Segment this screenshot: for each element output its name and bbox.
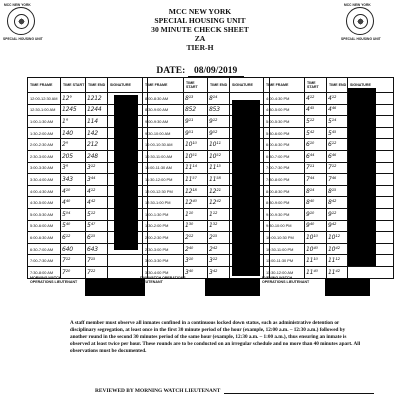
seal-right-caption: MCC NEW YORK (344, 3, 371, 7)
time-start-cell[interactable]: 1³⁰ (184, 221, 208, 233)
notice-text: A staff member must observe all inmates confined in a continuous locked down status, such as administrative detention or disciplinary segregation, at least once in the first 30 minute period of the hour (example, 12:00 a.m. – 12:30 a.m.) followed by another round in the second 30 minutes period of the same hour (example, 12:30 a.m. – 1:00 a.m.), thus ensuring an inmate is observed at least twice per hour. These rounds are to be conducted on an irregular schedule and no more than 40 minutes apart. All observations must be documented. (70, 320, 361, 354)
time-frame-cell: 3:30-4:00 AM (27, 174, 61, 186)
time-start-cell[interactable]: 6¹⁰ (305, 139, 327, 151)
time-frame-cell: 9:00-9:30 PM (263, 209, 305, 221)
time-start-cell[interactable]: 8¹⁴ (305, 186, 327, 198)
time-start-cell[interactable]: 6¹² (61, 232, 86, 244)
time-frame-cell: 6:00-6:30 PM (263, 139, 305, 151)
time-end-cell[interactable]: 5⁴⁵ (327, 128, 348, 140)
time-end-cell[interactable]: 9¹² (208, 116, 230, 128)
date-line (0, 66, 400, 77)
time-frame-cell: 10:30-11:00 AM (142, 151, 184, 163)
time-frame-cell: 11:00-11:30 AM (142, 163, 184, 175)
column-header-time-start: TIME START (184, 77, 208, 93)
time-start-cell[interactable]: 640 (61, 244, 86, 256)
time-start-cell[interactable]: 1¹⁰ (184, 209, 208, 221)
time-frame-cell: 8:00-8:30 AM (142, 93, 184, 105)
time-end-cell[interactable]: 4¹² (86, 186, 108, 198)
reviewed-signature-field (224, 393, 374, 394)
time-start-cell[interactable]: 4⁴⁵ (305, 105, 327, 117)
time-end-cell[interactable]: 7¹² (327, 163, 348, 175)
time-end-cell[interactable]: 4⁴² (86, 197, 108, 209)
header-line4: ZA (194, 34, 206, 43)
column-header-signature: SIGNATURE (348, 77, 394, 93)
time-frame-cell: 2:30-3:00 PM (142, 244, 184, 256)
seal-right-subcaption: SPECIAL HOUSING UNIT (341, 37, 381, 41)
time-frame-cell: 2:30-3:00 AM (27, 151, 61, 163)
time-start-cell[interactable]: 10¹⁰ (184, 139, 208, 151)
time-start-cell[interactable]: 6⁴⁴ (305, 151, 327, 163)
time-end-cell[interactable]: 4¹² (327, 93, 348, 105)
time-end-cell[interactable]: 11¹² (327, 255, 348, 267)
time-frame-cell: 7:00-7:30 PM (263, 163, 305, 175)
time-end-cell[interactable]: 1³² (208, 221, 230, 233)
time-start-cell[interactable]: 12° (61, 93, 86, 105)
time-end-cell[interactable]: 2¹⁵ (208, 232, 230, 244)
time-frame-cell: 3:30-4:00 PM (142, 267, 184, 279)
time-start-cell[interactable]: 343 (61, 174, 86, 186)
time-end-cell[interactable]: 5⁴⁷ (86, 221, 108, 233)
time-start-cell[interactable]: 9¹⁰ (305, 209, 327, 221)
time-frame-cell: 5:00-5:30 PM (263, 116, 305, 128)
morning-signature-redaction (85, 278, 145, 296)
time-end-cell[interactable]: 7⁴⁶ (327, 174, 348, 186)
reviewed-by-label: REVIEWED BY MORNING WATCH LIEUTENANT (95, 388, 221, 394)
time-frame-cell: 9:00-9:30 AM (142, 116, 184, 128)
time-end-cell[interactable]: 8⁴² (327, 197, 348, 209)
column-header-time-end: TIME END (327, 77, 348, 93)
column-header-time-end: TIME END (208, 77, 230, 93)
time-start-cell[interactable]: 3⁴⁰ (184, 267, 208, 279)
time-start-cell[interactable]: 9⁴⁰ (305, 221, 327, 233)
reviewed-by-line (95, 388, 374, 394)
time-end-cell[interactable]: 6¹⁵ (86, 232, 108, 244)
time-end-cell[interactable]: 1244 (86, 105, 108, 117)
time-start-cell[interactable]: 10⁴⁰ (305, 244, 327, 256)
time-start-cell[interactable]: 7⁴⁴ (305, 174, 327, 186)
time-frame-cell: 5:30-6:00 AM (27, 221, 61, 233)
time-frame-cell: 11:30-12:00 PM (142, 174, 184, 186)
morning-watch-label: MORNING WATCH OPERATIONS LIEUTENANT (30, 276, 78, 285)
time-start-cell[interactable]: 2° (61, 139, 86, 151)
time-frame-cell: 10:00-10:30 AM (142, 139, 184, 151)
time-frame-cell: 8:00-8:30 PM (263, 186, 305, 198)
time-start-cell[interactable]: 852 (184, 105, 208, 117)
evening-watch-label: EVENING WATCH OPERATIONS LIEUTENANT (262, 276, 310, 285)
time-end-cell[interactable]: 1¹² (208, 209, 230, 221)
time-start-cell[interactable]: 4⁴⁰ (61, 197, 86, 209)
time-start-cell[interactable]: 5¹² (305, 116, 327, 128)
time-start-cell[interactable]: 5⁰⁴ (61, 209, 86, 221)
seal-left-caption: MCC NEW YORK (4, 3, 31, 7)
time-frame-cell: 7:30-8:00 AM (27, 267, 61, 279)
time-end-cell[interactable]: 10⁵² (208, 151, 230, 163)
time-start-cell[interactable]: 2⁴⁰ (184, 244, 208, 256)
header-line3: 30 MINUTE CHECK SHEET (151, 25, 249, 34)
time-end-cell[interactable]: 1212 (86, 93, 108, 105)
time-frame-cell: 9:30-10:00 AM (142, 128, 184, 140)
column-header-time-frame: TIME FRAME (27, 77, 61, 93)
time-end-cell[interactable]: 11⁵⁸ (208, 174, 230, 186)
time-end-cell[interactable]: 6¹² (327, 139, 348, 151)
time-end-cell[interactable]: 8¹⁵ (327, 186, 348, 198)
time-start-cell[interactable]: 3° (61, 163, 86, 175)
time-frame-cell: 3:00-3:30 PM (142, 255, 184, 267)
time-end-cell[interactable]: 8¹⁴ (208, 93, 230, 105)
time-start-cell[interactable]: 11¹⁰ (305, 255, 327, 267)
time-frame-cell: 12:30-1:00 AM (27, 105, 61, 117)
time-frame-cell: 2:00-2:30 AM (27, 139, 61, 151)
time-start-cell[interactable]: 5⁴² (305, 128, 327, 140)
time-start-cell[interactable]: 205 (61, 151, 86, 163)
signature-cell[interactable] (348, 267, 394, 279)
time-start-cell[interactable]: 3¹⁰ (184, 255, 208, 267)
time-end-cell[interactable]: 10⁴² (327, 244, 348, 256)
time-end-cell[interactable]: 11⁴² (327, 267, 348, 279)
time-start-cell[interactable]: 11¹⁴ (184, 163, 208, 175)
time-frame-cell: 6:00-6:30 AM (27, 232, 61, 244)
time-end-cell[interactable]: 9⁵² (208, 128, 230, 140)
time-start-cell[interactable]: 1245 (61, 105, 86, 117)
time-end-cell[interactable]: 5¹⁴ (327, 116, 348, 128)
time-frame-cell: 7:00-7:30 AM (27, 255, 61, 267)
time-start-cell[interactable]: 2¹² (184, 232, 208, 244)
time-frame-cell: 11:00-11:30 PM (263, 255, 305, 267)
time-start-cell[interactable]: 7¹² (61, 255, 86, 267)
time-start-cell[interactable]: 11⁴⁰ (305, 267, 327, 279)
time-frame-cell: 8:30-9:00 AM (142, 105, 184, 117)
time-frame-cell: 1:00-1:30 AM (27, 116, 61, 128)
time-start-cell[interactable]: 8¹³ (184, 93, 208, 105)
time-start-cell[interactable]: 140 (61, 128, 86, 140)
time-start-cell[interactable]: 4¹² (305, 93, 327, 105)
time-end-cell[interactable]: 10¹¹ (208, 139, 230, 151)
time-start-cell[interactable]: 1° (61, 116, 86, 128)
column-header-time-frame: TIME FRAME (142, 77, 184, 93)
column-header-time-start: TIME START (305, 77, 327, 93)
column-header-signature: SIGNATURE (108, 77, 148, 93)
time-frame-cell: 4:00-4:30 PM (263, 93, 305, 105)
header-line1: MCC NEW YORK (168, 7, 232, 16)
column-header-time-end: TIME END (86, 77, 108, 93)
time-end-cell[interactable]: 11¹⁵ (208, 163, 230, 175)
time-start-cell[interactable]: 9⁵¹ (184, 128, 208, 140)
time-end-cell[interactable]: 3⁴² (208, 267, 230, 279)
time-end-cell[interactable]: 3⁴⁴ (86, 174, 108, 186)
time-end-cell[interactable]: 6⁴⁶ (327, 151, 348, 163)
date-label: DATE: (156, 66, 186, 76)
time-end-cell[interactable]: 12²¹ (208, 186, 230, 198)
seal-left-subcaption: SPECIAL HOUSING UNIT (3, 37, 43, 41)
time-frame-cell: 6:30-7:00 AM (27, 244, 61, 256)
day-signature-redaction (205, 278, 260, 296)
time-start-cell[interactable]: 4¹⁰ (61, 186, 86, 198)
signature-redaction-2 (232, 100, 260, 276)
time-start-cell[interactable]: 8⁴⁰ (305, 197, 327, 209)
time-start-cell[interactable]: 12¹⁸ (184, 186, 208, 198)
time-frame-cell: 8:30-9:00 PM (263, 197, 305, 209)
time-end-cell[interactable]: 212 (86, 139, 108, 151)
time-frame-cell: 3:00-3:30 AM (27, 163, 61, 175)
signature-redaction-1 (114, 95, 138, 250)
time-frame-cell: 6:30-7:00 PM (263, 151, 305, 163)
time-frame-cell: 4:30-5:00 PM (263, 105, 305, 117)
time-start-cell[interactable]: 11⁵⁷ (184, 174, 208, 186)
time-start-cell[interactable]: 12⁴⁰ (184, 197, 208, 209)
time-end-cell[interactable]: 248 (86, 151, 108, 163)
time-frame-cell: 2:00-2:30 PM (142, 232, 184, 244)
time-end-cell[interactable]: 2⁴² (208, 244, 230, 256)
time-end-cell[interactable]: 853 (208, 105, 230, 117)
time-start-cell[interactable]: 7¹¹ (305, 163, 327, 175)
column-header-time-start: TIME START (61, 77, 86, 93)
time-frame-cell: 10:00-10:30 PM (263, 232, 305, 244)
time-frame-cell: 4:00-4:30 AM (27, 186, 61, 198)
time-frame-cell: 12:00-12:30 PM (142, 186, 184, 198)
time-frame-cell: 1:30-2:00 PM (142, 221, 184, 233)
time-frame-cell: 5:30-6:00 PM (263, 128, 305, 140)
time-frame-cell: 12:30-1:00 PM (142, 197, 184, 209)
time-frame-cell: 11:30-12:00 AM (263, 267, 305, 279)
header-line5: TIER-H (186, 43, 214, 52)
time-end-cell[interactable]: 142 (86, 128, 108, 140)
column-header-signature: SIGNATURE (230, 77, 270, 93)
time-start-cell[interactable]: 7²⁰ (61, 267, 86, 279)
time-frame-cell: 10:30-11:00 PM (263, 244, 305, 256)
time-end-cell[interactable]: 9⁴² (327, 221, 348, 233)
time-start-cell[interactable]: 10¹⁰ (305, 232, 327, 244)
time-frame-cell: 12:00-12:30 AM (27, 93, 61, 105)
time-end-cell[interactable]: 4⁴⁶ (327, 105, 348, 117)
time-end-cell[interactable]: 3¹² (86, 163, 108, 175)
signature-redaction-3 (348, 88, 376, 266)
time-start-cell[interactable]: 5⁴⁰ (61, 221, 86, 233)
time-end-cell[interactable]: 12⁴² (208, 197, 230, 209)
time-frame-cell: 1:30-2:00 AM (27, 128, 61, 140)
day-watch-label: DAY WATCH OPERATIONS LIEUTENANT (140, 276, 186, 285)
time-frame-cell: 7:30-8:00 PM (263, 174, 305, 186)
time-start-cell[interactable]: 9¹¹ (184, 116, 208, 128)
time-end-cell[interactable]: 3¹² (208, 255, 230, 267)
header-line2: SPECIAL HOUSING UNIT (154, 16, 246, 25)
evening-signature-redaction (325, 278, 370, 296)
time-start-cell[interactable]: 10⁵¹ (184, 151, 208, 163)
time-end-cell[interactable]: 114 (86, 116, 108, 128)
time-end-cell[interactable]: 7¹⁵ (86, 255, 108, 267)
time-end-cell[interactable]: 643 (86, 244, 108, 256)
date-value: 08/09/2019 (188, 66, 244, 77)
column-header-time-frame: TIME FRAME (263, 77, 305, 93)
time-end-cell[interactable]: 9¹² (327, 209, 348, 221)
time-end-cell[interactable]: 5¹² (86, 209, 108, 221)
time-frame-cell: 5:00-5:30 AM (27, 209, 61, 221)
time-frame-cell: 4:30-5:00 AM (27, 197, 61, 209)
time-end-cell[interactable]: 10¹² (327, 232, 348, 244)
time-end-cell[interactable]: 7²² (86, 267, 108, 279)
time-frame-cell: 9:30-10:00 PM (263, 221, 305, 233)
time-frame-cell: 1:00-1:30 PM (142, 209, 184, 221)
